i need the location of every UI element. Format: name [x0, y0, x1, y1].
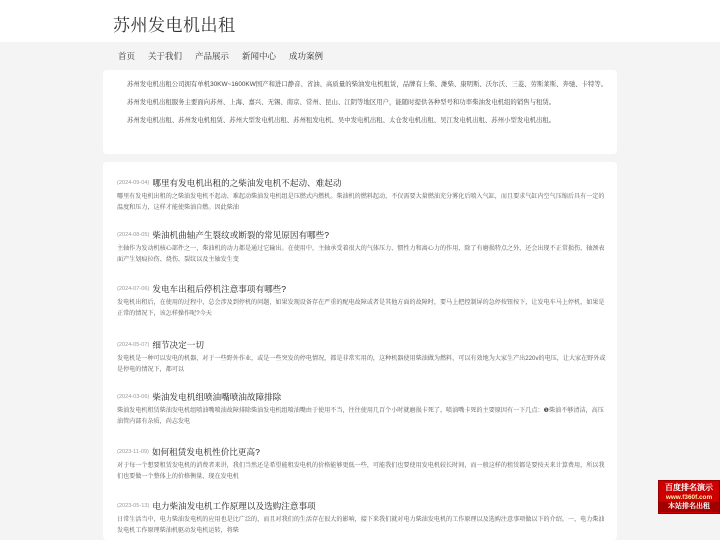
news-summary: 对于每一个想要租赁发电机的消费者来讲，我们当然还是希望能租发电机的价格能够更低一些，可能我们也要使用发电机较长时间，而一般这样的租赁都是要按天来计算费用，所以我们也要做一个整体上的价格衡量，现在发电机	[117, 462, 605, 480]
ranking-ad-badge[interactable]	[658, 480, 720, 514]
intro-paragraph: 苏州发电机出租服务主要面向苏州、上海、嘉兴、无锡、南京、常州、昆山、江阴等地区用户，能随时提供各种型号和功率柴油发电机组的销售与租赁。	[127, 99, 556, 106]
news-title-link[interactable]: 柴油机曲轴产生裂纹或断裂的常见原因有哪些?	[152, 229, 329, 240]
badge-line-3: 本站排名出租	[659, 502, 719, 512]
news-date: (2024-03-06)	[117, 393, 150, 400]
nav-item-home[interactable]: 首页	[118, 51, 136, 61]
news-date: (2023-05-13)	[117, 502, 150, 509]
badge-line-2: www.f360f.com	[665, 494, 713, 501]
news-title-link[interactable]: 电力柴油发电机工作原理以及选购注意事项	[152, 500, 316, 511]
company-intro	[103, 70, 617, 154]
news-summary: 日常生活当中，电力柴油发电机的应用也是比广泛的，而且对我们的生活存在很大的影响，接下来我们就对电力柴油发电机的工作原理以及选购注意事项做以下的介绍。一、电力柴油发电机工作原理柴油机驱动发电机运转，将柴	[117, 516, 605, 534]
intro-paragraph: 苏州发电机出租公司拥有单机30KW~1600KW国产和进口静音、省油、高质量的柴油发电机租赁，品牌有上柴、潍柴、康明斯、沃尔沃、三菱、劳斯莱斯、奔驰、卡特等。	[127, 81, 608, 88]
news-summary: 哪里有发电机出租的之柴油发电机不起动、难起动柴油发电机组是压燃式内燃机。柴油机的燃料起动，不仅需要大量燃油充分雾化后喷入气缸，而且要求气缸内空气压缩后具有一定的温度和压力，这样才能使柴油自燃。因此柴油	[117, 193, 605, 211]
news-item	[117, 497, 607, 536]
news-summary: 发电机是一种可以发电的机器，对于一些野外作业，或是一些突发的停电情况，都是非常实用的，这种机器使用柴油做为燃料，可以有效地为大家生产出220v的电压，让大家在野外或是停电的情况下，都可以	[117, 355, 606, 373]
news-date: (2024-05-07)	[117, 341, 150, 348]
news-item	[117, 174, 607, 213]
news-summary: 发电机出租后，在使用的过程中，总会涉及到停机的问题，如果发现设备存在严重的配电故障或者是其他方面的故障时，要马上把控制屏的急停按钮按下，让发电车马上停机，如果是正常的情况下，该怎样操作呢?今天	[117, 299, 605, 317]
news-summary: 主轴作为发动机核心部件之一，柴油机的动力都是通过它输出。在使用中，主轴承受着很大的气体压力、惯性力和离心力的作用，除了有磨损特点之外，还会出现不正常损伤、轴颈表面产生划痕拉伤、烧伤、裂纹以及主轴发生变	[117, 245, 605, 263]
badge-line-1: 百度排名演示	[665, 483, 713, 492]
news-item	[117, 280, 607, 319]
news-item	[117, 226, 607, 265]
site-title[interactable]: 苏州发电机出租	[113, 16, 236, 35]
news-date: (2024-08-05)	[117, 231, 150, 238]
news-list	[103, 162, 617, 540]
news-title-link[interactable]: 哪里有发电机出租的之柴油发电机不起动、难起动	[152, 177, 342, 188]
main-nav	[0, 42, 720, 72]
news-summary: 柴油发电机租赁柴油发电机组喷油嘴喷油故障排除柴油发电机组喷油嘴由于使用不当，往往使用几百个小时就磨损卡死了。喷油嘴卡死的主要原因有一下几点：❶柴油不够清洁，高压油管内部有杂质，尚志发电	[117, 407, 604, 425]
nav-item-news[interactable]: 新闻中心	[242, 51, 277, 61]
news-title-link[interactable]: 细节决定一切	[152, 339, 204, 350]
news-title-link[interactable]: 如何租赁发电机性价比更高?	[151, 446, 260, 457]
news-title-link[interactable]: 发电车出租后停机注意事项有哪些?	[152, 283, 287, 294]
news-item	[117, 443, 607, 482]
site-header	[0, 0, 720, 42]
nav-item-products[interactable]: 产品展示	[195, 51, 230, 61]
news-item	[117, 336, 607, 375]
news-date: (2024-07-06)	[117, 285, 150, 292]
news-title-link[interactable]: 柴油发电机组喷油嘴喷油故障排除	[152, 391, 282, 402]
news-date: (2024-09-04)	[117, 179, 150, 186]
news-date: (2023-11-09)	[117, 448, 149, 455]
nav-item-cases[interactable]: 成功案例	[289, 51, 324, 61]
intro-paragraph: 苏州发电机出租、苏州发电机租赁、苏州大型发电机出租、苏州租发电机、吴中发电机出租、太仓发电机出租、吴江发电机出租、苏州小型发电机出租。	[127, 117, 556, 124]
news-item	[117, 388, 607, 427]
nav-item-about[interactable]: 关于我们	[148, 51, 183, 61]
